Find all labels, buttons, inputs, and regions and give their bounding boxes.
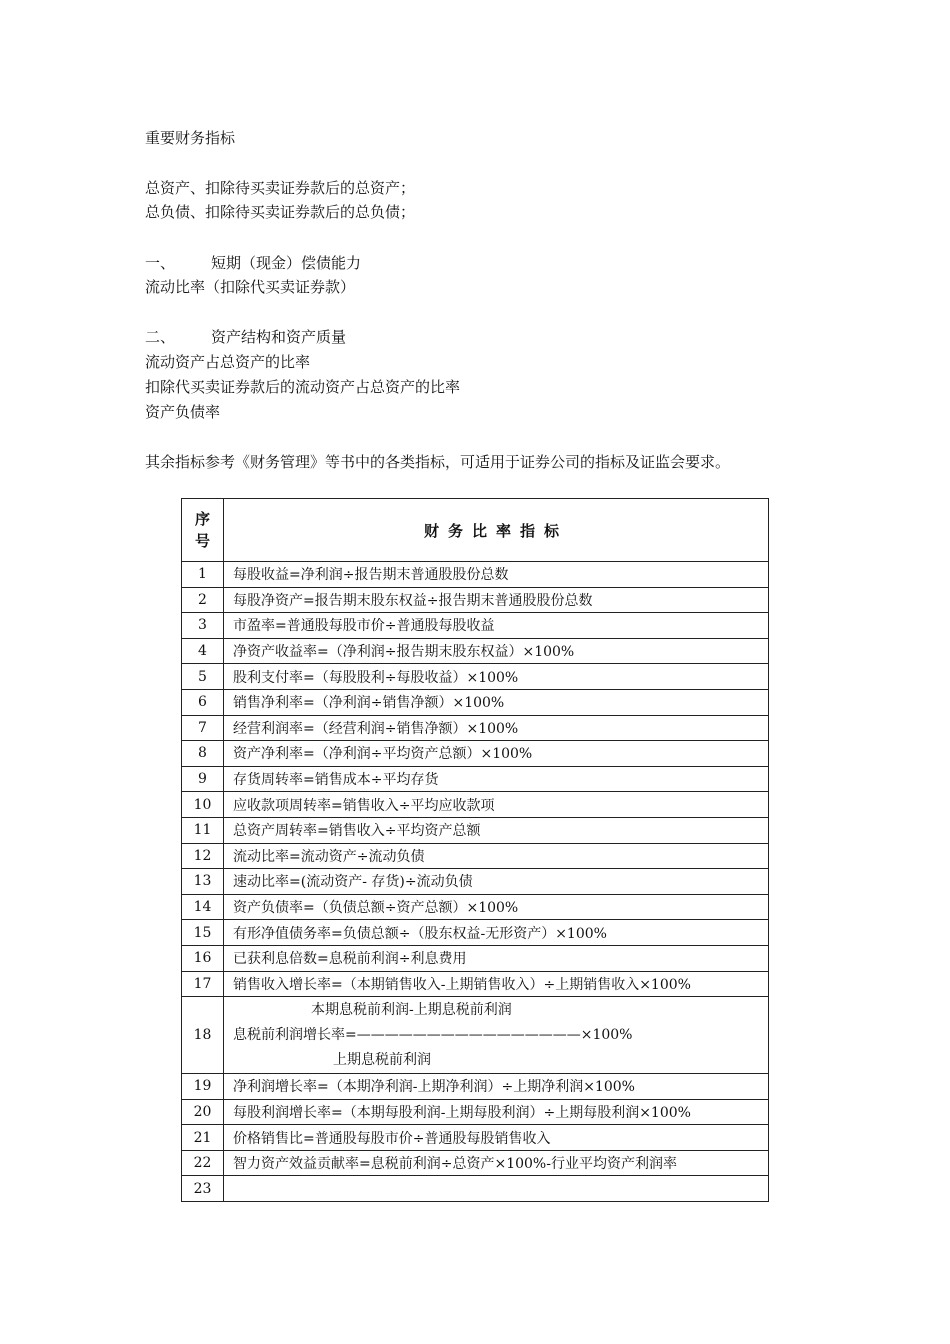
- table-row: [182, 894, 769, 920]
- fraction-numerator: 本期息税前利润-上期息税前利润: [311, 1001, 512, 1018]
- section2-heading: 资产结构和资产质量: [211, 328, 347, 346]
- table-row: [182, 715, 769, 741]
- row-formula: 每股收益=净利润÷报告期末普通股股份总数: [224, 562, 769, 588]
- fraction-line: 息税前利润增长率=————————————————×100%: [233, 1026, 633, 1043]
- row-formula: 有形净值债务率=负债总额÷（股东权益-无形资产）×100%: [224, 920, 769, 946]
- table-row: [182, 843, 769, 869]
- section1-number: 一、: [145, 254, 176, 272]
- row-no: 7: [182, 715, 224, 741]
- header-no-text: 序 号: [194, 510, 210, 550]
- row-no: 1: [182, 562, 224, 588]
- header-title: 财务比率指标: [224, 499, 769, 562]
- row-formula: 销售净利率=（净利润÷销售净额）×100%: [224, 689, 769, 715]
- table-row: [182, 869, 769, 895]
- row-formula: 经营利润率=（经营利润÷销售净额）×100%: [224, 715, 769, 741]
- row-formula: 总资产周转率=销售收入÷平均资产总额: [224, 817, 769, 843]
- intro-line-1: 总资产、扣除待买卖证券款后的总资产；: [145, 179, 416, 197]
- table-row: [182, 792, 769, 818]
- note-paragraph: 其余指标参考《财务管理》等书中的各类指标，可适用于证券公司的指标及证监会要求。: [145, 453, 731, 471]
- table-row-18: [182, 997, 769, 1074]
- table-row: [182, 1099, 769, 1125]
- row-formula: 已获利息倍数=息税前利润÷利息费用: [224, 945, 769, 971]
- row-no: 20: [182, 1099, 224, 1125]
- row-formula: 存货周转率=销售成本÷平均存货: [224, 766, 769, 792]
- row-formula: 速动比率=(流动资产- 存货)÷流动负债: [224, 869, 769, 895]
- row-no: 10: [182, 792, 224, 818]
- row-formula: 智力资产效益贡献率=息税前利润÷总资产×100%-行业平均资产利润率: [224, 1150, 769, 1176]
- row-formula: 净资产收益率=（净利润÷报告期末股东权益）×100%: [224, 638, 769, 664]
- row-formula: 价格销售比=普通股每股市价÷普通股每股销售收入: [224, 1125, 769, 1151]
- row-no: 19: [182, 1074, 224, 1100]
- row-no: 14: [182, 894, 224, 920]
- section2-item-2: 扣除代买卖证券款后的流动资产占总资产的比率: [145, 378, 461, 396]
- table-row: [182, 1176, 769, 1202]
- table-row: [182, 613, 769, 639]
- section2-heading-line: [145, 327, 346, 347]
- row-no: 16: [182, 945, 224, 971]
- table-row: [182, 741, 769, 767]
- financial-ratio-table: [181, 498, 769, 1202]
- table-body-upper: [182, 562, 769, 997]
- table-row: [182, 920, 769, 946]
- row-formula: [224, 1176, 769, 1202]
- row-formula: 每股利润增长率=（本期每股利润-上期每股利润）÷上期每股利润×100%: [224, 1099, 769, 1125]
- table-row: [182, 587, 769, 613]
- table-header-row: [182, 499, 769, 562]
- table-row: [182, 689, 769, 715]
- row-no: 9: [182, 766, 224, 792]
- table-row: [182, 971, 769, 997]
- section2-number: 二、: [145, 328, 176, 346]
- row-no: 12: [182, 843, 224, 869]
- doc-title: 重要财务指标: [145, 129, 236, 147]
- row-no: 11: [182, 817, 224, 843]
- row-formula: 流动比率=流动资产÷流动负债: [224, 843, 769, 869]
- section2-item-1: 流动资产占总资产的比率: [145, 353, 311, 371]
- row-no: 3: [182, 613, 224, 639]
- row-formula: 净利润增长率=（本期净利润-上期净利润）÷上期净利润×100%: [224, 1074, 769, 1100]
- section1-item-1: 流动比率（扣除代买卖证券款）: [145, 278, 356, 296]
- table-row: [182, 945, 769, 971]
- row-formula: 市盈率=普通股每股市价÷普通股每股收益: [224, 613, 769, 639]
- intro-line-2: 总负债、扣除待买卖证券款后的总负债；: [145, 203, 416, 221]
- row-formula: 每股净资产=报告期末股东权益÷报告期末普通股股份总数: [224, 587, 769, 613]
- row-formula-fraction: [224, 997, 769, 1074]
- row-no: 4: [182, 638, 224, 664]
- table-row: [182, 1125, 769, 1151]
- row-formula: 资产净利率=（净利润÷平均资产总额）×100%: [224, 741, 769, 767]
- row-formula: 应收款项周转率=销售收入÷平均应收款项: [224, 792, 769, 818]
- row-no: 17: [182, 971, 224, 997]
- row-no: 21: [182, 1125, 224, 1151]
- row-no: 6: [182, 689, 224, 715]
- row-formula: 股利支付率=（每股股利÷每股收益）×100%: [224, 664, 769, 690]
- row-no: 5: [182, 664, 224, 690]
- section2-item-3: 资产负债率: [145, 403, 221, 421]
- table-body-lower: [182, 1074, 769, 1202]
- row-no: 13: [182, 869, 224, 895]
- table-row: [182, 562, 769, 588]
- row-no: 18: [182, 997, 224, 1074]
- table-row: [182, 817, 769, 843]
- row-formula: 资产负债率=（负债总额÷资产总额）×100%: [224, 894, 769, 920]
- table-row: [182, 664, 769, 690]
- section1-heading: 短期（现金）偿债能力: [211, 254, 362, 272]
- table-row: [182, 1074, 769, 1100]
- row-no: 22: [182, 1150, 224, 1176]
- row-no: 15: [182, 920, 224, 946]
- table-row: [182, 1150, 769, 1176]
- header-no: [182, 499, 224, 562]
- row-formula: 销售收入增长率=（本期销售收入-上期销售收入）÷上期销售收入×100%: [224, 971, 769, 997]
- table-row: [182, 766, 769, 792]
- section1-heading-line: [145, 253, 361, 273]
- row-no: 2: [182, 587, 224, 613]
- row-no: 23: [182, 1176, 224, 1202]
- row-no: 8: [182, 741, 224, 767]
- table-row: [182, 638, 769, 664]
- fraction-denominator: 上期息税前利润: [333, 1051, 431, 1068]
